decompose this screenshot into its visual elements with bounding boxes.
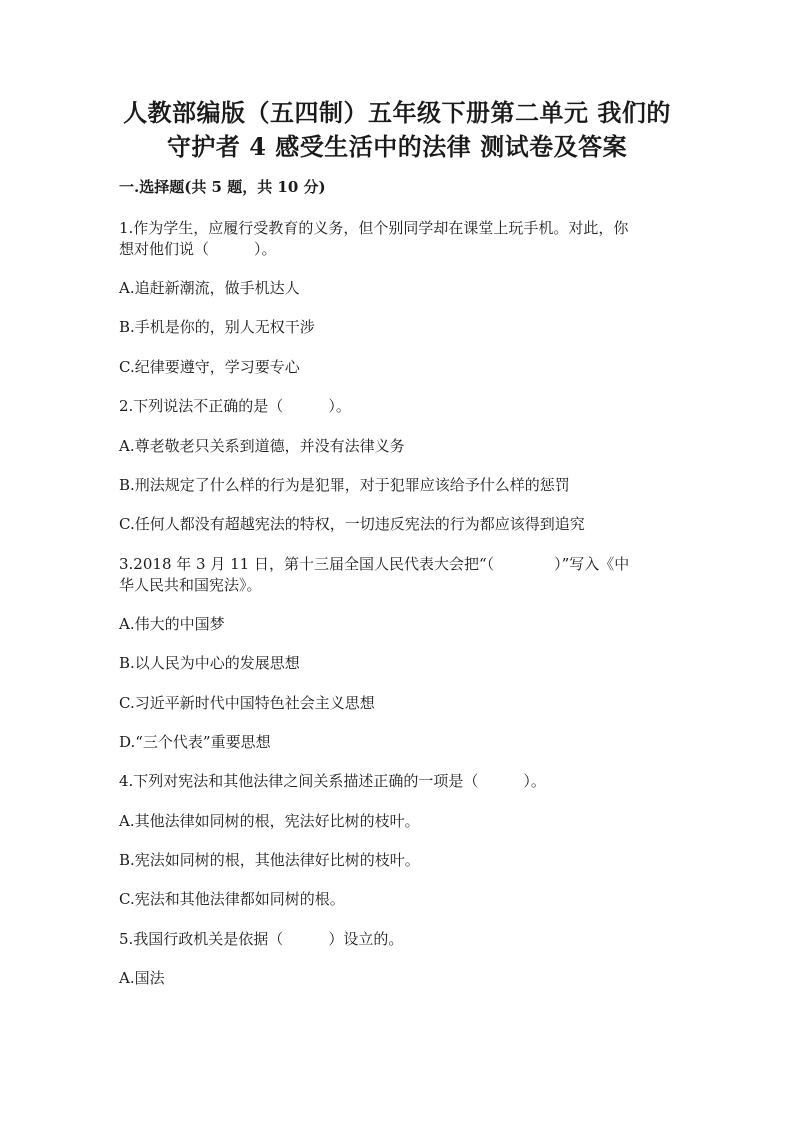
question-2-option-a: A.尊老敬老只关系到道德，并没有法律义务 [119,437,405,455]
question-4-option-a: A.其他法律如同树的根，宪法好比树的枝叶。 [119,812,420,830]
question-4-option-c: C.宪法和其他法律都如同树的根。 [119,890,345,908]
question-4-stem: 4.下列对宪法和其他法律之间关系描述正确的一项是（ ）。 [119,772,546,790]
question-1-option-b: B.手机是你的，别人无权干涉 [119,318,315,336]
question-1-stem-line-2: 想对他们说（ ）。 [119,240,277,258]
question-3-stem-line-1: 3.2018 年 3 月 11 日，第十三届全国人民代表大会把“（ ）”写入《中 [119,555,630,573]
title-line-1: 人教部编版（五四制）五年级下册第二单元 我们的 [123,98,671,127]
question-1-option-a: A.追赶新潮流，做手机达人 [119,279,300,297]
question-2-stem: 2.下列说法不正确的是（ ）。 [119,397,351,415]
question-2-option-b: B.刑法规定了什么样的行为是犯罪，对于犯罪应该给予什么样的惩罚 [119,476,570,494]
question-3-option-b: B.以人民为中心的发展思想 [119,654,300,672]
question-2-option-c: C.任何人都没有超越宪法的特权，一切违反宪法的行为都应该得到追究 [119,515,585,533]
question-3-stem-line-2: 华人民共和国宪法》。 [119,576,262,594]
title-line-2: 守护者 4 感受生活中的法律 测试卷及答案 [166,132,628,161]
question-3-option-c: C.习近平新时代中国特色社会主义思想 [119,694,375,712]
question-4-option-b: B.宪法如同树的根，其他法律好比树的枝叶。 [119,851,420,869]
question-5-stem: 5.我国行政机关是依据（ ）设立的。 [119,930,404,948]
question-3-option-d: D.“三个代表”重要思想 [119,733,271,751]
question-1-option-c: C.纪律要遵守，学习要专心 [119,358,300,376]
question-1-stem-line-1: 1.作为学生，应履行受教育的义务，但个别同学却在课堂上玩手机。对此，你 [119,219,629,237]
document-title [100,96,694,164]
question-3-option-a: A.伟大的中国梦 [119,615,225,633]
question-5-option-a: A.国法 [119,969,165,987]
section-heading: 一.选择题(共 5 题，共 10 分) [119,178,326,196]
